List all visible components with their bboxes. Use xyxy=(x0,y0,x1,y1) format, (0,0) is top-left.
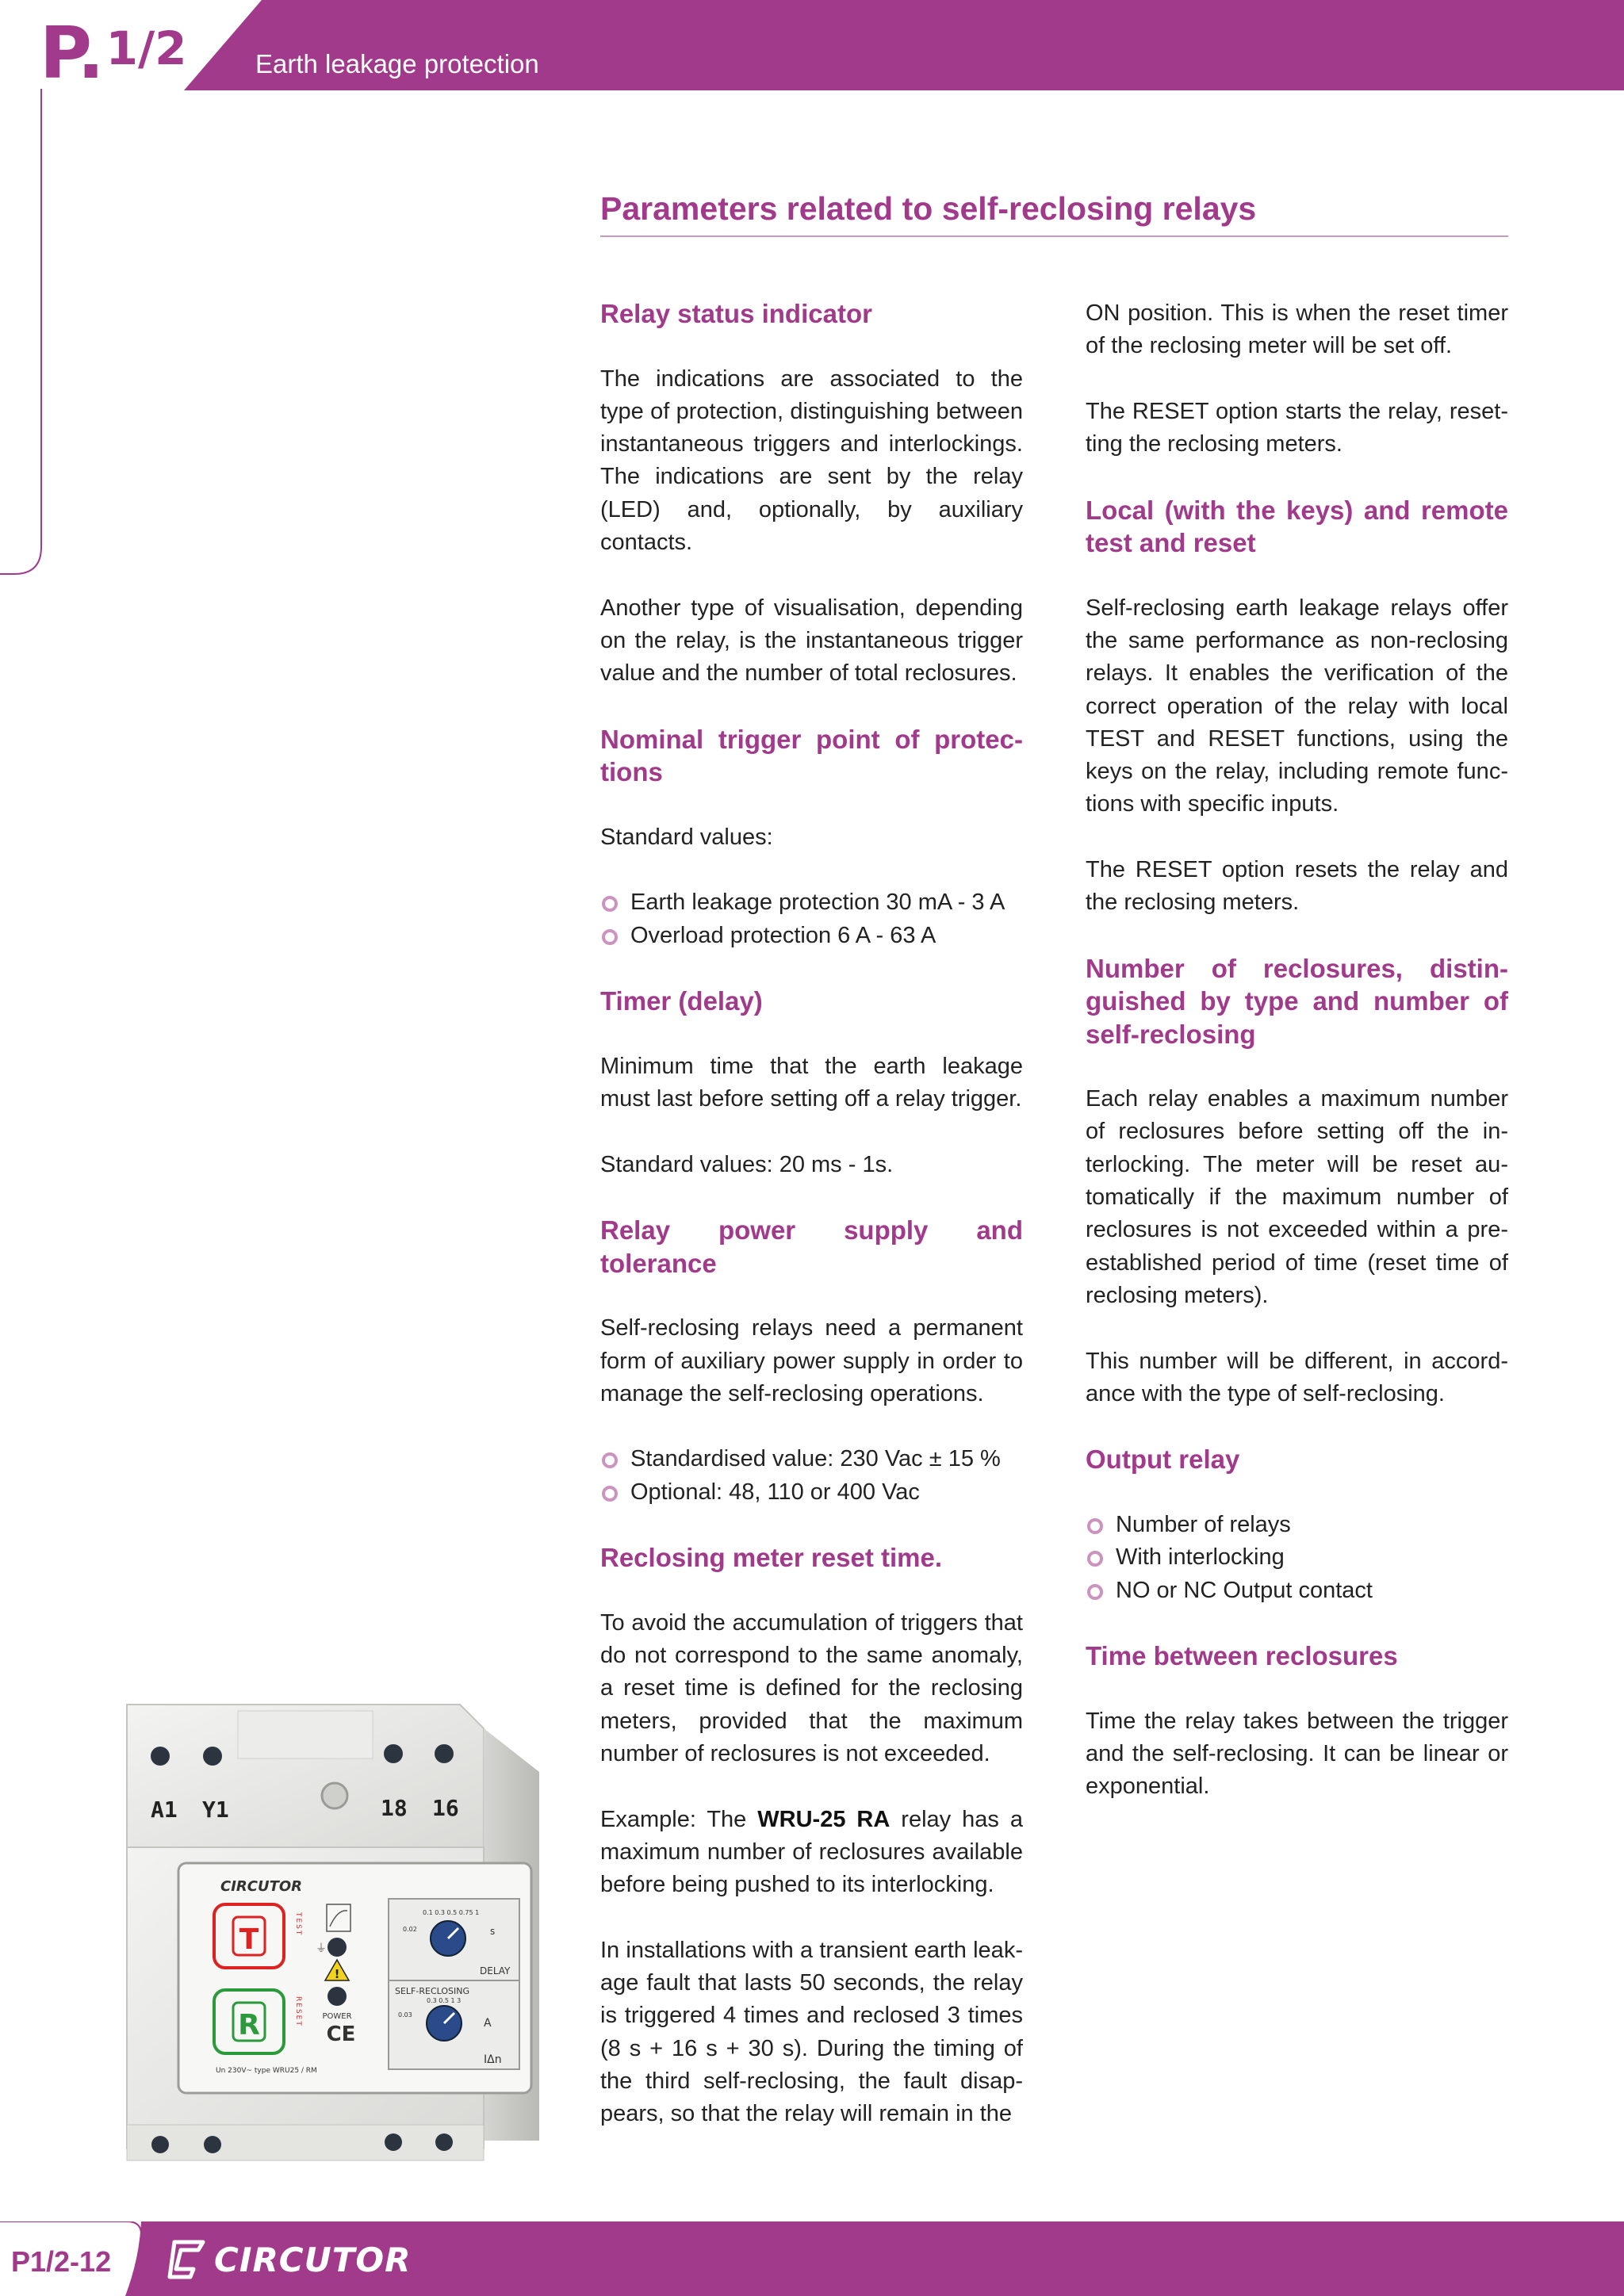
section-tag xyxy=(40,14,187,94)
footer-logo-text: CIRCUTOR xyxy=(214,2240,412,2279)
reset-time-text-3: In installations with a transient earth leakage fault that lasts 50 seconds, the relay is triggered 4 times and reclosed 3 times (8 s + 16 s + 30 s). During the timing of the third self-reclosing, the fault disappears, so that the relay will remain in the xyxy=(600,1937,1023,2127)
nominal-trigger-heading: Nominal trigger point of protections xyxy=(600,724,1023,787)
power-supply-text: Self-reclosing relays need a permanent form of auxiliary power supply in order to manage the self-reclosing operations. xyxy=(600,1315,1023,1406)
example-text: Example: The xyxy=(600,1806,758,1832)
current-unit: A xyxy=(484,2017,492,2030)
output-relay-heading: Output relay xyxy=(1086,1445,1240,1475)
status-led-icon xyxy=(327,1938,347,1957)
relay-device-image xyxy=(111,1697,563,2164)
circutor-c-icon xyxy=(167,2239,208,2280)
current-dial-min: 0.03 xyxy=(398,2011,412,2019)
reset-option-text: The RESET option starts the relay, resetting the reclosing meters. xyxy=(1086,398,1508,457)
rating-text: Un 230V~ type WRU25 / RM xyxy=(216,2067,317,2075)
bullet-icon xyxy=(1087,1584,1103,1600)
terminal-label-a1: A1 xyxy=(151,1797,178,1823)
right-column xyxy=(1086,297,1508,1836)
list-item-text: NO or NC Output contact xyxy=(1116,1577,1373,1603)
test-letter: T xyxy=(239,1923,259,1956)
power-supply-list xyxy=(600,1443,1023,1509)
list-item-text: Overload protection 6 A - 63 A xyxy=(630,922,936,948)
example-model: WRU-25 RA xyxy=(757,1806,891,1832)
footer-logo xyxy=(167,2237,411,2282)
list-item-text: Standardised value: 230 Vac ± 15 % xyxy=(630,1446,1001,1472)
list-item-text: Number of relays xyxy=(1116,1511,1291,1537)
list-item xyxy=(1086,1575,1508,1607)
bullet-icon xyxy=(1087,1518,1103,1534)
earth-icon: ⏚ xyxy=(316,1942,327,1955)
relay-status-heading: Relay status indicator xyxy=(600,299,872,328)
power-label: POWER xyxy=(322,2012,352,2021)
list-item xyxy=(1086,1541,1508,1574)
terminal-label-y1: Y1 xyxy=(202,1797,229,1823)
bullet-icon xyxy=(602,1486,618,1502)
reset-time-example xyxy=(600,1804,1023,1902)
bullet-icon xyxy=(602,1452,618,1468)
local-remote-text-1: Self-reclosing earth leakage relays offer the same performance as non-reclosing relays. It enables the verification of the correct operation of the relay with local TEST and RESET functions, using the keys on the relay, including remote functions with specific inputs. xyxy=(1086,595,1508,817)
title-rule xyxy=(600,235,1508,237)
number-reclosures-text-2: This number will be different, in accordance with the type of self-reclosing. xyxy=(1086,1348,1508,1406)
number-reclosures-text-1: Each relay enables a maximum number of reclosures before setting off the interlocking. The meter will be reset automatically if the maximum number of reclosures is not exceeded within a pre-established period of time (reset time of reclosing meters). xyxy=(1086,1086,1508,1308)
delay-dial-ticks: 0.1 0.3 0.5 0.75 1 xyxy=(423,1909,480,1916)
example-text-end: relay has a maximum number of reclosures available before being pushed to its interlocking. xyxy=(600,1806,1023,1898)
relay-status-text-2: Another type of visualisation, depending on the relay, is the instantaneous trigger value and the number of total reclosures. xyxy=(600,595,1023,687)
delay-dial-min: 0.02 xyxy=(403,1926,417,1933)
page-number: P1/2-12 xyxy=(11,2245,112,2278)
timer-text-2: Standard values: 20 ms - 1s. xyxy=(600,1151,894,1177)
section-fraction: 1/2 xyxy=(105,21,187,75)
list-item-text: Optional: 48, 110 or 400 Vac xyxy=(630,1479,920,1505)
section-letter: P. xyxy=(40,12,103,95)
local-remote-text-2: The RESET option resets the relay and the reclosing meters. xyxy=(1086,857,1508,916)
delay-label: DELAY xyxy=(480,1965,511,1976)
svg-text:!: ! xyxy=(334,1967,340,1981)
bullet-icon xyxy=(602,896,618,912)
continuation-text: ON position. This is when the reset timer of the reclosing meter will be set off. xyxy=(1086,300,1508,359)
list-item xyxy=(600,886,1023,919)
timer-heading: Timer (delay) xyxy=(600,986,763,1016)
bullet-icon xyxy=(1087,1551,1103,1567)
timer-text-1: Minimum time that the earth leakage must last before setting off a relay trigger. xyxy=(600,1053,1023,1112)
list-item xyxy=(600,1443,1023,1475)
list-item-text: With interlocking xyxy=(1116,1544,1285,1571)
reset-time-heading: Reclosing meter reset time. xyxy=(600,1543,942,1573)
power-led-icon xyxy=(327,1987,347,2006)
current-dial-ticks: 0.3 0.5 1 3 xyxy=(427,1997,462,2004)
header-background xyxy=(0,0,1624,90)
time-between-heading: Time between reclosures xyxy=(1086,1641,1398,1671)
list-item xyxy=(600,1476,1023,1509)
output-relay-list xyxy=(1086,1509,1508,1607)
toroid-hole-icon xyxy=(322,1783,347,1808)
reset-time-text-1: To avoid the accumulation of triggers that do not correspond to the same anomaly, a reset time is defined for the reclosing meters, provided that the maximum number of reclosures is not exceeded. xyxy=(600,1609,1023,1767)
power-supply-heading: Relay power supply and tolerance xyxy=(600,1215,1023,1278)
list-item xyxy=(600,920,1023,952)
terminal-label-18: 18 xyxy=(381,1795,408,1821)
header-title: Earth leakage protection xyxy=(255,49,539,78)
list-item xyxy=(1086,1509,1508,1541)
bullet-icon xyxy=(602,929,618,945)
test-label: TEST xyxy=(294,1912,302,1937)
device-brand: CIRCUTOR xyxy=(220,1878,303,1895)
reset-label: RESET xyxy=(294,1996,302,2027)
self-reclosing-label: SELF-RECLOSING xyxy=(395,1986,470,1996)
left-column xyxy=(600,297,1023,2164)
nominal-trigger-intro: Standard values: xyxy=(600,824,773,850)
relay-status-text-1: The indications are associated to the type of protection, distinguishing between instantaneous triggers and interlockings. The indications are sent by the relay (LED) and, optionally, by auxiliary contacts. xyxy=(600,365,1023,556)
list-item-text: Earth leakage protection 30 mA - 3 A xyxy=(630,890,1005,916)
nominal-trigger-list xyxy=(600,886,1023,952)
number-reclosures-heading: Number of reclosures, distinguished by type and number of self-reclosing xyxy=(1086,953,1508,1049)
page-title: Parameters related to self-reclosing relays xyxy=(600,190,1257,227)
local-remote-heading: Local (with the keys) and remote test and reset xyxy=(1086,495,1508,558)
header-bar xyxy=(0,0,1624,90)
ce-mark: CE xyxy=(326,2022,356,2046)
delay-unit: s xyxy=(490,1926,496,1937)
idn-label: IΔn xyxy=(484,2053,502,2066)
reset-letter: R xyxy=(238,2009,260,2042)
time-between-text: Time the relay takes between the trigger and the self-reclosing. It can be linear or exponential. xyxy=(1086,1708,1508,1800)
terminal-label-16: 16 xyxy=(432,1795,459,1821)
